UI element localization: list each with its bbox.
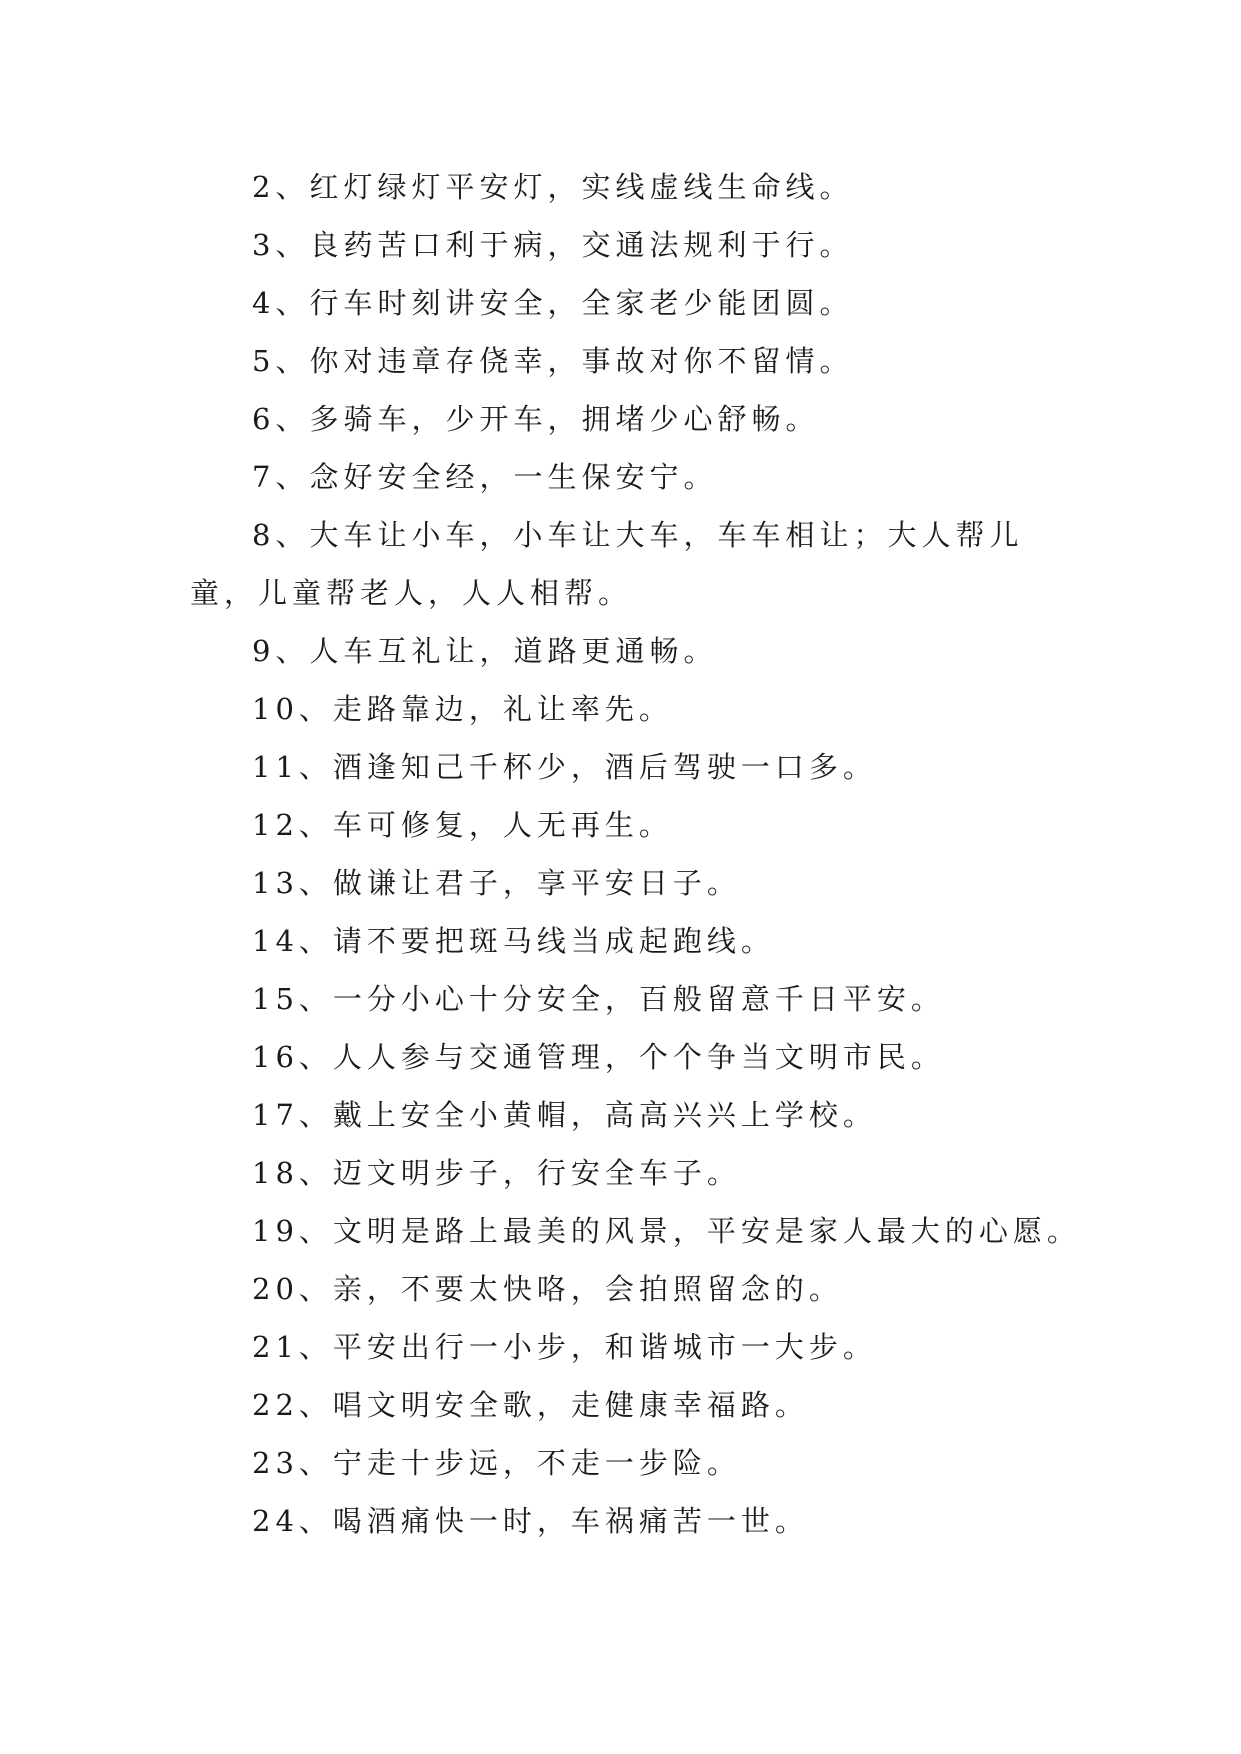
list-item: 19、文明是路上最美的风景，平安是家人最大的心愿。 — [252, 1214, 1081, 1248]
list-item: 8、大车让小车，小车让大车，车车相让；大人帮儿童，儿童帮老人，人人相帮。 — [190, 518, 1024, 610]
list-item: 12、车可修复，人无再生。 — [252, 808, 673, 842]
list-item: 11、酒逢知己千杯少，酒后驾驶一口多。 — [252, 750, 877, 784]
list-item: 6、多骑车，少开车，拥堵少心舒畅。 — [252, 402, 820, 436]
list-item: 20、亲，不要太快咯，会拍照留念的。 — [252, 1272, 843, 1306]
list-item: 9、人车互礼让，道路更通畅。 — [252, 634, 718, 668]
list-item: 14、请不要把斑马线当成起跑线。 — [252, 924, 775, 958]
slogan-list — [190, 158, 1080, 1550]
list-item: 5、你对违章存侥幸，事故对你不留情。 — [252, 344, 854, 378]
list-item: 7、念好安全经，一生保安宁。 — [252, 460, 718, 494]
list-item: 15、一分小心十分安全，百般留意千日平安。 — [252, 982, 945, 1016]
list-item: 4、行车时刻讲安全，全家老少能团圆。 — [252, 286, 854, 320]
list-item: 18、迈文明步子，行安全车子。 — [252, 1156, 741, 1190]
list-item: 21、平安出行一小步，和谐城市一大步。 — [252, 1330, 877, 1364]
list-item: 23、宁走十步远，不走一步险。 — [252, 1446, 741, 1480]
list-item: 13、做谦让君子，享平安日子。 — [252, 866, 741, 900]
list-item: 3、良药苦口利于病，交通法规利于行。 — [252, 228, 854, 262]
list-item: 16、人人参与交通管理，个个争当文明市民。 — [252, 1040, 945, 1074]
list-item: 17、戴上安全小黄帽，高高兴兴上学校。 — [252, 1098, 877, 1132]
list-item: 24、喝酒痛快一时，车祸痛苦一世。 — [252, 1504, 809, 1538]
list-item: 10、走路靠边，礼让率先。 — [252, 692, 673, 726]
list-item: 22、唱文明安全歌，走健康幸福路。 — [252, 1388, 809, 1422]
list-item: 2、红灯绿灯平安灯，实线虚线生命线。 — [252, 170, 854, 204]
